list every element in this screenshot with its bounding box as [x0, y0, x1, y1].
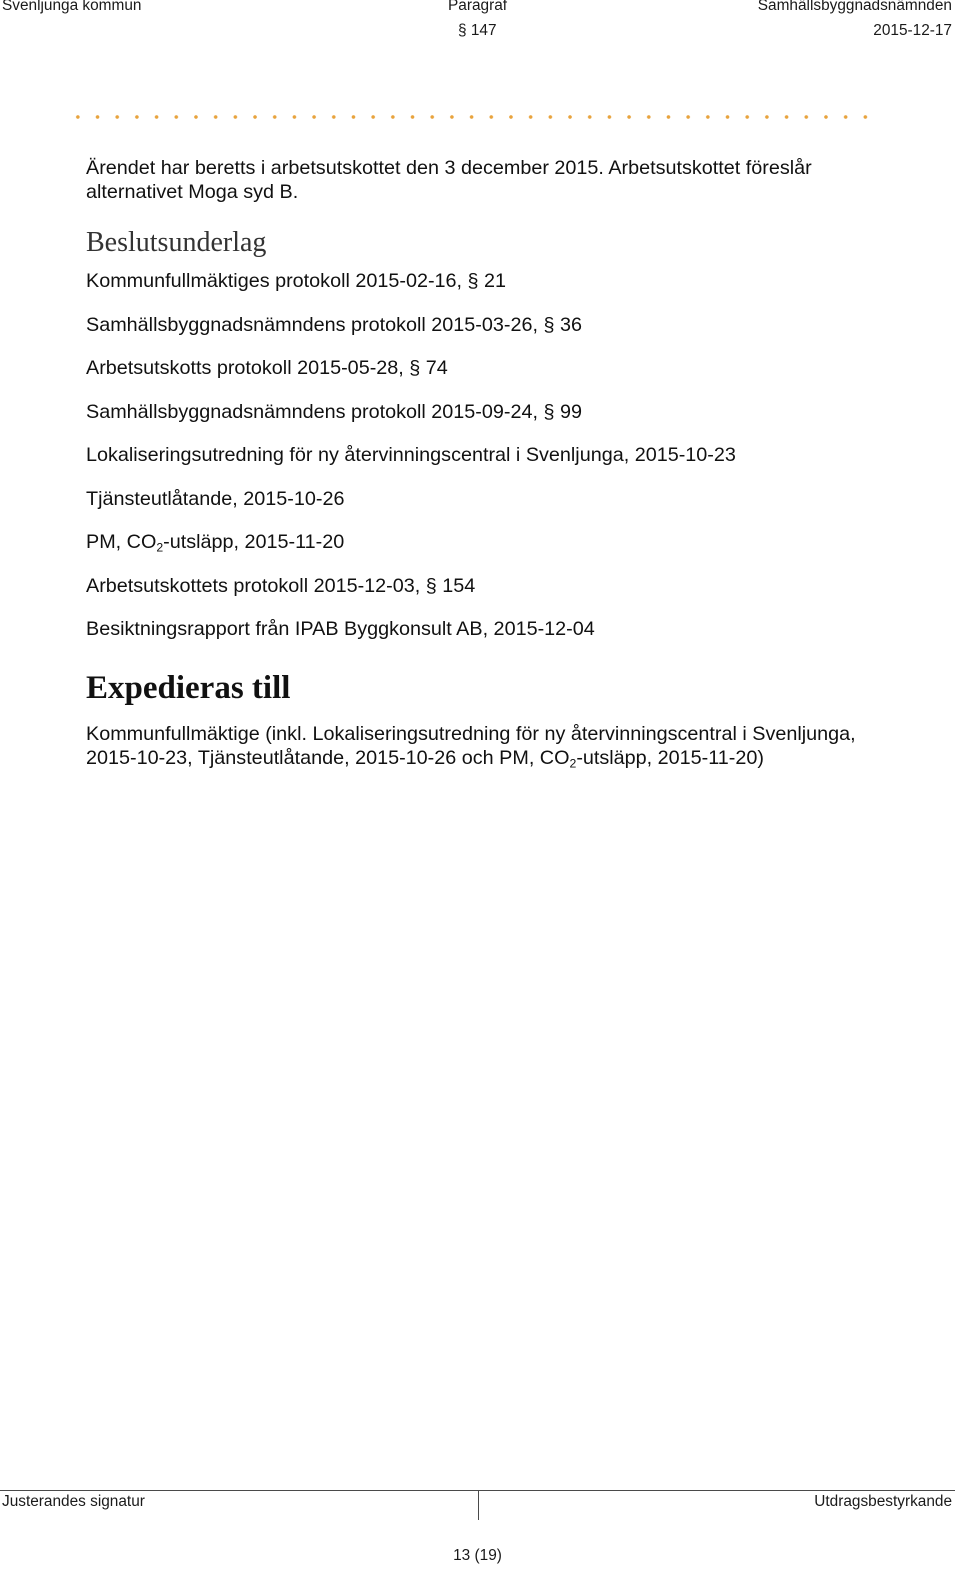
- paragraph-number: § 147: [458, 22, 497, 39]
- list-item: Besiktningsrapport från IPAB Byggkonsult AB, 2015-12-04: [86, 618, 595, 640]
- distribution-text-before: Kommunfullmäktige (inkl. Lokaliseringsutredning för ny återvinningscentral i Svenljunga, 2015-10-23, Tjänsteutlåtande, 2015-10-26 och PM, CO: [86, 723, 856, 769]
- distribution-text-after: -utsläpp, 2015-11-20): [576, 747, 764, 769]
- meeting-date: 2015-12-17: [873, 22, 952, 39]
- footer-separator: [478, 1491, 479, 1520]
- list-item: Arbetsutskotts protokoll 2015-05-28, § 74: [86, 357, 448, 379]
- list-item: Samhällsbyggnadsnämndens protokoll 2015-03-26, § 36: [86, 313, 582, 336]
- list-item: Tjänsteutlåtande, 2015-10-26: [86, 487, 345, 510]
- page-number: 13 (19): [453, 1547, 502, 1564]
- section-divider: [68, 114, 876, 120]
- decision-basis-heading: Beslutsunderlag: [86, 227, 267, 258]
- co2-subscript: 2: [569, 756, 577, 771]
- distribution-heading: Expedieras till: [86, 670, 291, 706]
- decision-basis-list: [86, 269, 736, 641]
- certification-label: Utdragsbestyrkande: [814, 1493, 952, 1510]
- list-item: Kommunfullmäktiges protokoll 2015-02-16, § 21: [86, 270, 507, 292]
- committee-name: Samhällsbyggnadsnämnden: [757, 0, 952, 14]
- intro-paragraph: Ärendet har beretts i arbetsutskottet den 3 december 2015. Arbetsutskottet föreslår alternativet Moga syd B.: [86, 157, 812, 203]
- list-item: Lokaliseringsutredning för ny återvinningscentral i Svenljunga, 2015-10-23: [86, 444, 736, 466]
- organization-name: Svenljunga kommun: [2, 0, 142, 14]
- list-item: [86, 530, 736, 554]
- co2-subscript: 2: [156, 540, 164, 555]
- paragraph-label: Paragraf: [448, 0, 508, 14]
- list-item-text-prefix: PM, CO: [86, 531, 157, 553]
- distribution-paragraph: [86, 722, 886, 770]
- list-item-text-suffix: -utsläpp, 2015-11-20: [163, 531, 345, 553]
- list-item: Samhällsbyggnadsnämndens protokoll 2015-09-24, § 99: [86, 400, 582, 423]
- list-item: Arbetsutskottets protokoll 2015-12-03, § 154: [86, 574, 476, 597]
- signature-label: Justerandes signatur: [2, 1493, 145, 1510]
